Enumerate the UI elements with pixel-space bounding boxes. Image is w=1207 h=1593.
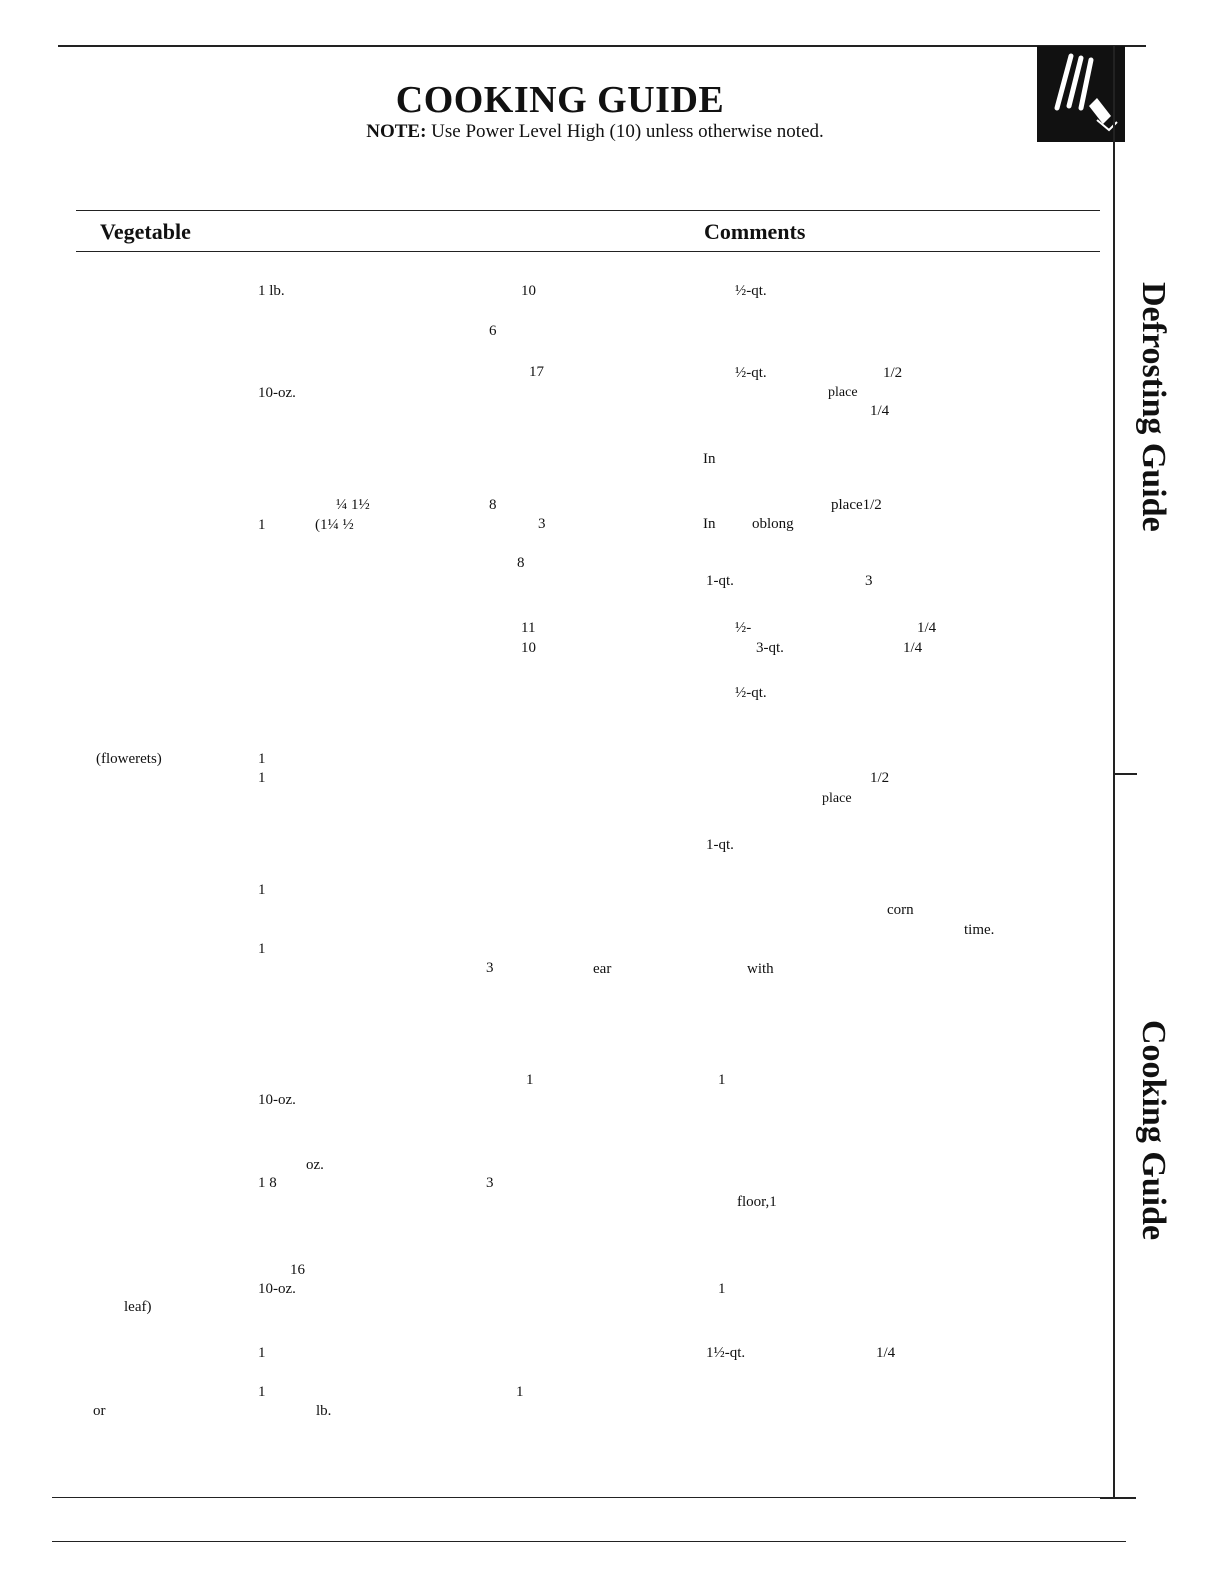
table-cell: 16: [290, 1262, 305, 1278]
table-cell: floor,1: [737, 1194, 777, 1210]
table-cell: 1: [526, 1072, 534, 1088]
table-cell: 3: [865, 573, 873, 589]
table-cell: 1/4: [876, 1345, 896, 1361]
table-cell: 10-oz.: [258, 385, 296, 401]
table-cell: 3: [486, 1175, 494, 1191]
table-cell: In: [703, 451, 716, 467]
table-cell: place: [822, 791, 852, 806]
column-header-comments: Comments: [704, 219, 806, 244]
table-cell: (1¼ ½: [315, 517, 354, 533]
table-cell: 3: [486, 960, 494, 976]
table-cell: 1: [258, 1384, 266, 1400]
table-cell: 3-qt.: [756, 640, 784, 656]
table-cell: 1/4: [917, 620, 937, 636]
table-cell: 1: [516, 1384, 524, 1400]
table-bottom-rule: [52, 1497, 1100, 1498]
table-cell: 1: [258, 770, 266, 786]
side-tick-bottom: [1100, 1497, 1136, 1499]
page-title: COOKING GUIDE: [395, 79, 725, 121]
table-cell: 10: [521, 640, 536, 656]
table-cell: In: [703, 516, 716, 532]
table-cell: ½-qt.: [735, 283, 767, 299]
table-cell: 1: [718, 1072, 726, 1088]
table-cell: 10: [521, 283, 536, 299]
table-cell: time.: [964, 922, 995, 938]
table-cell: 1 8: [258, 1175, 277, 1191]
table-cell: 1: [258, 751, 266, 767]
table-header-top-rule: [76, 210, 1100, 211]
column-header-vegetable: Vegetable: [100, 219, 191, 244]
table-cell: 17: [529, 364, 544, 380]
table-header-bottom-rule: [76, 251, 1100, 252]
note-text: Use Power Level High (10) unless otherwise noted.: [431, 121, 824, 142]
table-cell: 1: [258, 517, 266, 533]
table-cell: 1½-qt.: [706, 1345, 746, 1361]
side-tab-defrosting: Defrosting Guide: [1135, 282, 1172, 532]
side-tab-cooking: Cooking Guide: [1135, 1020, 1172, 1241]
top-rule: [58, 45, 1146, 47]
page-bottom-rule: [52, 1541, 1126, 1542]
table-cell: 1/4: [903, 640, 923, 656]
table-cell: ½-qt.: [735, 365, 767, 381]
table-cell: ½-: [735, 620, 752, 636]
table-cell: 8: [517, 555, 525, 571]
table-cell: ¼ 1½: [336, 497, 370, 513]
table-cell: lb.: [316, 1403, 332, 1419]
power-note: [0, 121, 1190, 143]
side-tick-mid: [1113, 773, 1137, 775]
table-cell: corn: [887, 902, 914, 918]
table-cell: 11: [521, 620, 536, 636]
table-cell: 10-oz.: [258, 1281, 296, 1297]
table-cell: place: [828, 385, 858, 400]
table-cell: 8: [489, 497, 497, 513]
table-cell: or: [93, 1403, 106, 1419]
table-cell: 1-qt.: [706, 837, 734, 853]
table-cell: 6: [489, 323, 497, 339]
table-cell: 1: [258, 941, 266, 957]
table-cell: 1 lb.: [258, 283, 285, 299]
table-cell: oblong: [752, 516, 794, 532]
table-cell: 1/2: [870, 770, 890, 786]
table-cell: 1/2: [883, 365, 903, 381]
note-label: NOTE:: [366, 121, 427, 142]
table-cell: 3: [538, 516, 546, 532]
table-cell: 10-oz.: [258, 1092, 296, 1108]
table-cell: 1: [258, 882, 266, 898]
table-cell: place1/2: [831, 497, 882, 513]
table-cell: ½-qt.: [735, 685, 767, 701]
table-cell: 1: [718, 1281, 726, 1297]
table-cell: ear: [593, 961, 612, 977]
table-cell: oz.: [306, 1157, 324, 1173]
table-cell: with: [747, 961, 774, 977]
table-cell: leaf): [124, 1299, 152, 1315]
table-cell: (flowerets): [96, 751, 162, 767]
table-cell: 1/4: [870, 403, 890, 419]
table-cell: 1-qt.: [706, 573, 734, 589]
hand-icon: [1037, 46, 1125, 142]
side-rule: [1113, 45, 1115, 1498]
table-cell: 1: [258, 1345, 266, 1361]
